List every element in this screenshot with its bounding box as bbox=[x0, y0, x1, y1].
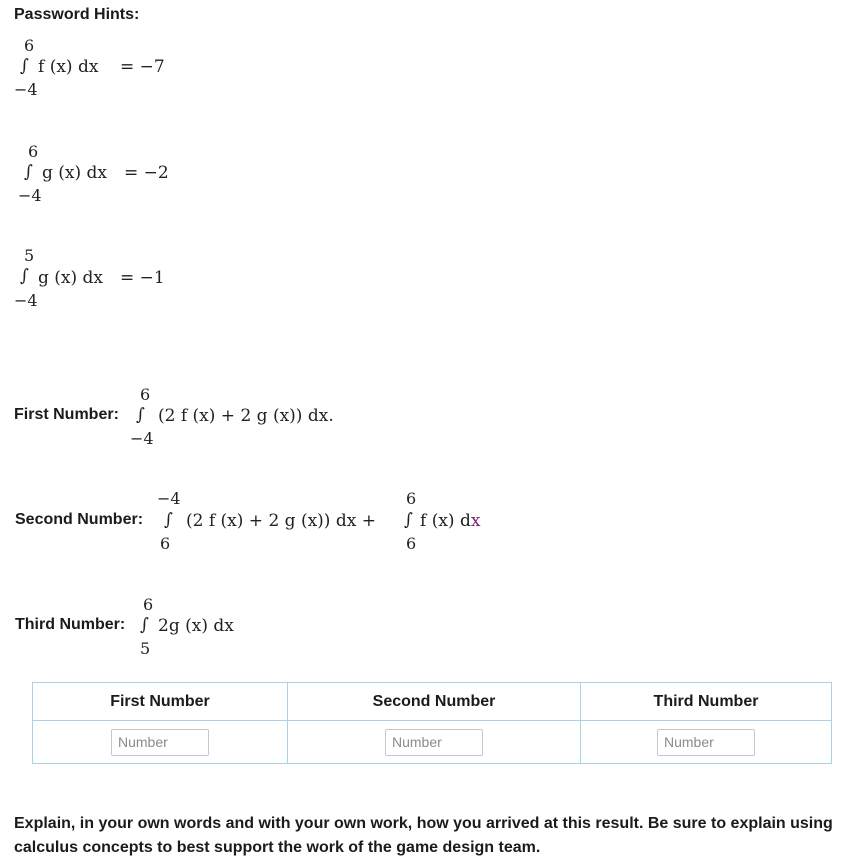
integral-sign-icon-2: ∫ bbox=[404, 510, 413, 530]
table-header-row bbox=[33, 683, 832, 721]
explain-prompt: Explain, in your own words and with your own work, how you arrived at this result. Be sure to explain using calculus concepts to best support the work of the game design team. bbox=[14, 815, 833, 856]
integral-sign-icon: ∫ bbox=[140, 615, 149, 635]
lower-limit: −4 bbox=[14, 80, 38, 99]
first-number-label: First Number: bbox=[14, 406, 119, 423]
lower-limit: 6 bbox=[160, 534, 171, 553]
upper-limit: 6 bbox=[140, 385, 151, 404]
upper-limit: 6 bbox=[24, 36, 35, 55]
integral-sign-icon: ∫ bbox=[136, 405, 145, 425]
first-number-input[interactable] bbox=[111, 729, 209, 756]
lower-limit-2: 6 bbox=[406, 534, 417, 553]
column-header-first: First Number bbox=[33, 683, 288, 721]
second-number-cell bbox=[288, 721, 581, 764]
second-number-label: Second Number: bbox=[15, 511, 144, 528]
lower-limit: −4 bbox=[130, 429, 154, 448]
variable-x: x bbox=[470, 511, 481, 531]
integrand: g (x) dx bbox=[38, 268, 104, 288]
hint-value: = −7 bbox=[120, 57, 165, 77]
third-number-label: Third Number: bbox=[15, 616, 126, 633]
integral-sign-icon: ∫ bbox=[20, 266, 29, 286]
integrand: (2 f (x) + 2 g (x)) dx + bbox=[186, 511, 376, 531]
hints-heading: Password Hints: bbox=[14, 6, 140, 23]
upper-limit: −4 bbox=[157, 489, 181, 508]
table-row bbox=[33, 721, 832, 764]
lower-limit: −4 bbox=[14, 291, 38, 310]
lower-limit: −4 bbox=[18, 186, 42, 205]
third-number-input[interactable] bbox=[657, 729, 755, 756]
second-number-input[interactable] bbox=[385, 729, 483, 756]
integral-sign-icon: ∫ bbox=[20, 56, 29, 76]
hint-value: = −2 bbox=[124, 163, 169, 183]
lower-limit: 5 bbox=[140, 639, 151, 658]
integrand-2: f (x) dx bbox=[420, 511, 481, 531]
upper-limit: 5 bbox=[24, 246, 35, 265]
integrand: 2g (x) dx bbox=[158, 616, 234, 636]
upper-limit-2: 6 bbox=[406, 489, 417, 508]
column-header-third: Third Number bbox=[581, 683, 832, 721]
upper-limit: 6 bbox=[143, 595, 154, 614]
column-header-second: Second Number bbox=[288, 683, 581, 721]
integral-sign-icon: ∫ bbox=[164, 510, 173, 530]
hint-value: = −1 bbox=[120, 268, 165, 288]
answers-table bbox=[32, 682, 832, 764]
first-number-cell bbox=[33, 721, 288, 764]
integral-sign-icon: ∫ bbox=[24, 162, 33, 182]
integrand: (2 f (x) + 2 g (x)) dx. bbox=[158, 406, 334, 426]
upper-limit: 6 bbox=[28, 142, 39, 161]
integrand: f (x) dx bbox=[38, 57, 99, 77]
integrand: g (x) dx bbox=[42, 163, 108, 183]
third-number-cell bbox=[581, 721, 832, 764]
